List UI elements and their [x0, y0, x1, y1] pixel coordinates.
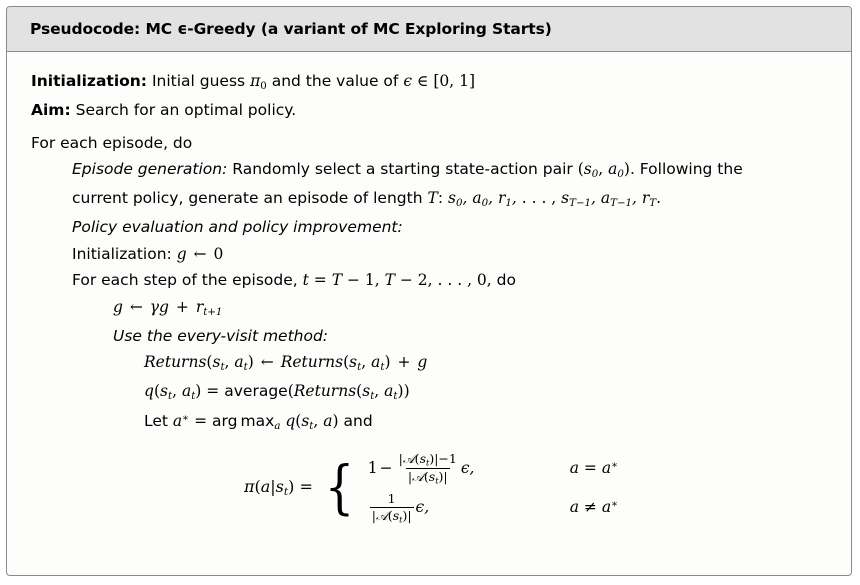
case-2-numerator: 1 — [387, 490, 396, 506]
every-visit-label: Use the every-visit method: — [113, 326, 329, 345]
case-2-epsilon: ϵ, — [415, 498, 430, 517]
returns-update-line — [144, 355, 831, 373]
policy-equation — [31, 452, 831, 525]
case-1-condition: a = a∗ — [569, 459, 619, 478]
initialization-label: Initialization: — [31, 72, 148, 90]
pseudocode-body — [7, 52, 851, 524]
episode-generation-line2 — [72, 191, 831, 209]
aim-text: Search for an optimal policy. — [75, 101, 297, 120]
case-row-2 — [368, 492, 618, 525]
for-each-step-prefix: For each step of the episode, — [72, 271, 298, 290]
episode-generation-label: Episode generation: — [72, 160, 228, 179]
episode-generation-text-c: current policy, generate an episode of length — [72, 189, 423, 208]
g-init-assignment: g ← 0 — [176, 244, 224, 263]
initialization-text-middle: and the value of — [271, 72, 399, 90]
astar-let: Let — [144, 411, 168, 430]
case-1-epsilon: ϵ, — [460, 459, 475, 478]
episode-length-symbol: T — [427, 189, 438, 208]
episode-generation-text-b: . Following the — [629, 160, 743, 179]
cases-brace-icon: { — [324, 453, 355, 522]
g-update-equation: g ← $\gamma g + r_{t+1}$ — [113, 297, 223, 318]
step-range: t = T − 1, T − 2, . . . , 0, — [302, 271, 492, 290]
case-2-condition: a ≠ a∗ — [569, 498, 619, 517]
inner-initialization-label: Initialization: — [72, 244, 172, 263]
state-action-pair: ($s_0$, $a_0$) — [577, 160, 630, 180]
for-each-step-line — [72, 273, 831, 289]
q-update-line — [144, 384, 831, 402]
inner-initialization-line — [72, 244, 831, 263]
astar-line — [144, 411, 831, 432]
case-2-fraction — [370, 492, 414, 525]
case-1-numerator: $|𝒜(s_t)|-1$ — [398, 450, 457, 468]
astar-equation: a∗ = arg $\max_a q(s_t$, a) — [172, 411, 339, 432]
g-update-line — [113, 297, 831, 318]
pseudocode-header — [7, 7, 851, 52]
page-title: Pseudocode: MC ϵ-Greedy (a variant of MC Exploring Starts) — [30, 20, 552, 38]
returns-update-equation: $Returns(s_t$, $a_t$) ← $Returns(s_t$, $a_t) + g$ — [144, 353, 428, 374]
policy-evaluation-label: Policy evaluation and policy improvement: — [72, 218, 403, 237]
for-each-episode-line: For each episode, do — [31, 133, 193, 152]
initialization-line — [31, 74, 831, 92]
colon: : — [437, 189, 444, 208]
episode-generation-text-a: Randomly select a starting state-action pair — [232, 160, 573, 179]
case-2-denominator: $|𝒜(s_t)|$ — [371, 507, 412, 525]
interval-value: [0, 1] — [433, 72, 476, 90]
episode-generation-line — [72, 162, 831, 180]
astar-and: and — [343, 411, 373, 430]
pseudocode-box — [6, 6, 852, 576]
pi-symbol: $\pi_0$ — [250, 72, 267, 92]
q-update-equation: $q(s_t$, $a_t$) = $average(Returns(s_t$, $a_t$)) — [144, 382, 410, 403]
cases-block — [368, 452, 618, 525]
epsilon-symbol: ϵ — [403, 72, 412, 90]
for-each-step-suffix: do — [496, 271, 516, 290]
aim-line — [31, 103, 831, 119]
episode-sequence: $s_0$, $a_0$, $r_1$, . . . , $s_{T-1}$, $a_{T-1}$, $r_T$. — [448, 189, 662, 210]
policy-equation-lhs: $\pi(a|s_t)$ = — [243, 476, 313, 498]
element-of-icon: ∈ — [416, 72, 429, 90]
case-1-expression: 1 − $\frac{|𝒜(s_t)|-1}{|𝒜(s_t)|}$ ϵ, — [367, 450, 475, 486]
case-1-fraction — [397, 452, 459, 486]
aim-label: Aim: — [31, 101, 71, 120]
case-2-expression — [368, 492, 536, 525]
initialization-text-before: Initial guess — [151, 72, 246, 90]
case-1-denominator: $|𝒜(s_t)|$ — [407, 469, 448, 486]
case-row-1 — [368, 452, 618, 486]
